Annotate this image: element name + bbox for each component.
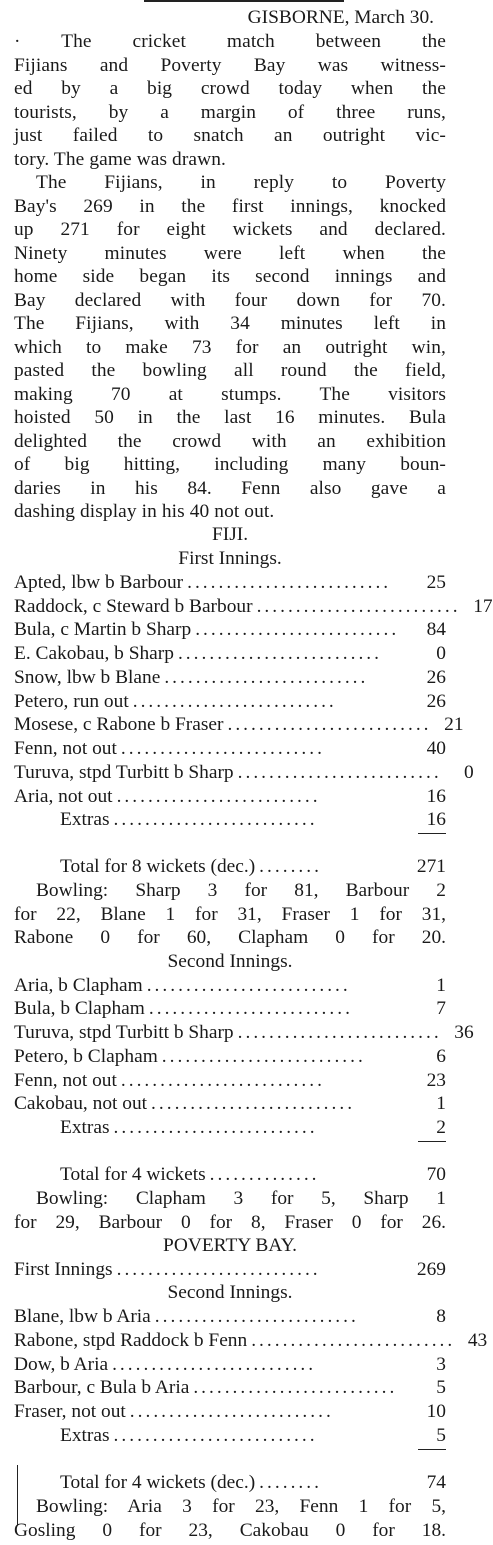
leader-dots: ........ <box>259 856 322 877</box>
leader-dots: .......................... <box>129 1401 334 1422</box>
score-row <box>14 1353 446 1377</box>
leader-dots: .......................... <box>164 667 369 688</box>
news-column <box>14 0 493 1545</box>
fiji-second-innings-heading: Second Innings. <box>167 951 293 972</box>
leader-dots: .......................... <box>148 998 353 1019</box>
runs: 23 <box>426 1070 446 1091</box>
text-line: tourists, by a margin of three runs, <box>14 101 446 123</box>
text-line: Fijians and Poverty Bay was witness- <box>14 54 446 76</box>
poverty-bay-second-innings-heading: Second Innings. <box>167 1282 293 1303</box>
text-line: tory. The game was drawn. <box>14 148 226 170</box>
text-line: hoisted 50 in the last 16 minutes. Bula <box>14 407 446 428</box>
leader-dots: .......................... <box>113 1117 318 1138</box>
leader-dots: ........ <box>259 1472 322 1493</box>
runs: 8 <box>436 1306 446 1327</box>
batsman-entry: Bula, b Clapham <box>14 998 145 1019</box>
text-line: daries in his 84. Fenn also gave a <box>14 477 446 499</box>
total-runs: 271 <box>416 856 446 877</box>
text-line: for 29, Barbour 0 for 8, Fraser 0 for 26. <box>14 1211 446 1233</box>
batsman-entry: Bula, c Martin b Sharp <box>14 619 192 640</box>
dateline: GISBORNE, March 30. <box>247 7 434 28</box>
fiji-heading: FIJI. <box>211 524 249 545</box>
leader-dots: .......................... <box>161 1046 366 1067</box>
score-row <box>14 974 446 998</box>
leader-dots: .......................... <box>132 691 337 712</box>
batsman-entry: Fenn, not out <box>14 738 117 759</box>
batsman-entry: Cakobau, not out <box>14 1093 148 1114</box>
extras-label: Extras <box>60 1425 110 1446</box>
text-line: delighted the crowd with an exhibition <box>14 430 446 452</box>
score-row <box>14 1069 446 1093</box>
leader-dots: .......................... <box>251 1330 456 1351</box>
text-line: Bowling: Sharp 3 for 81, Barbour 2 <box>36 880 446 901</box>
leader-dots: .......................... <box>146 975 351 996</box>
leader-dots: .......................... <box>256 596 461 617</box>
total-runs: 74 <box>426 1472 446 1493</box>
leader-dots: .......................... <box>113 809 318 830</box>
extras-row <box>14 808 446 832</box>
runs: 40 <box>426 738 446 759</box>
batsman-entry: Turuva, stpd Turbitt b Sharp <box>14 762 234 783</box>
score-row <box>14 1376 446 1400</box>
total-row <box>14 1163 446 1187</box>
batsman-entry: Rabone, stpd Raddock b Fenn <box>14 1330 248 1351</box>
runs: 26 <box>426 667 446 688</box>
runs: 5 <box>436 1425 446 1446</box>
runs: 10 <box>426 1401 446 1422</box>
leader-dots: .......................... <box>237 762 442 783</box>
leader-dots: .......................... <box>195 619 400 640</box>
fiji-first-innings-heading: First Innings. <box>178 548 282 569</box>
score-row <box>14 785 446 809</box>
leader-dots: .......................... <box>237 1022 442 1043</box>
runs: 0 <box>436 643 446 664</box>
batsman-entry: Petero, run out <box>14 691 129 712</box>
leader-dots: .......................... <box>113 1425 318 1446</box>
runs: 5 <box>436 1377 446 1398</box>
sum-rule <box>418 1141 446 1142</box>
leader-dots: .............. <box>209 1164 320 1185</box>
batsman-entry: Turuva, stpd Turbitt b Sharp <box>14 1022 234 1043</box>
sum-rule <box>418 1449 446 1450</box>
score-row <box>14 1305 446 1329</box>
batsman-entry: Apted, lbw b Barbour <box>14 572 184 593</box>
leader-dots: .......................... <box>116 786 321 807</box>
bowling-figures <box>14 1187 446 1234</box>
score-row <box>14 1400 446 1424</box>
batsman-entry: Aria, not out <box>14 786 113 807</box>
score-row <box>14 690 446 714</box>
leader-dots: .......................... <box>120 738 325 759</box>
runs: 269 <box>416 1259 446 1280</box>
innings-entry: First Innings <box>14 1259 113 1280</box>
total-label: Total for 4 wickets (dec.) <box>60 1472 256 1493</box>
poverty-bay-heading: POVERTY BAY. <box>163 1235 297 1256</box>
text-line: Bay declared with four down for 70. <box>14 289 446 311</box>
text-line: Bowling: Aria 3 for 23, Fenn 1 for 5, <box>36 1496 446 1517</box>
text-line: up 271 for eight wickets and declared. <box>14 219 446 240</box>
score-row <box>14 737 446 761</box>
score-row <box>14 642 446 666</box>
runs: 0 <box>463 762 474 783</box>
text-line: The Fijians, in reply to Poverty <box>36 172 446 193</box>
score-row <box>14 1092 446 1116</box>
leader-dots: .......................... <box>227 714 432 735</box>
text-line: Bowling: Clapham 3 for 5, Sharp 1 <box>36 1188 446 1209</box>
text-line: pasted the bowling all round the field, <box>14 360 446 381</box>
text-line: just failed to snatch an outright vic- <box>14 125 446 146</box>
score-row <box>14 1021 474 1045</box>
text-line: · The cricket match between the <box>14 31 446 52</box>
extras-row <box>14 1116 446 1140</box>
text-line: Ninety minutes were left when the <box>14 242 446 264</box>
total-row <box>14 855 446 879</box>
runs: 1 <box>436 1093 446 1114</box>
extras-label: Extras <box>60 1117 110 1138</box>
runs: 26 <box>426 691 446 712</box>
runs: 2 <box>436 1117 446 1138</box>
runs: 3 <box>436 1354 446 1375</box>
score-row <box>14 1045 446 1069</box>
leader-dots: .......................... <box>154 1306 359 1327</box>
text-line: Gosling 0 for 23, Cakobau 0 for 18. <box>14 1519 446 1541</box>
text-line: which to make 73 for an outright win, <box>14 336 446 358</box>
runs: 1 <box>436 975 446 996</box>
sum-rule <box>418 833 446 834</box>
leader-dots: .......................... <box>177 643 382 664</box>
text-line: ed by a big crowd today when the <box>14 78 446 99</box>
score-row <box>14 595 493 619</box>
batsman-entry: Raddock, c Steward b Barbour <box>14 596 253 617</box>
total-label: Total for 4 wickets <box>60 1164 206 1185</box>
score-row <box>14 761 474 785</box>
text-line: for 22, Blane 1 for 31, Fraser 1 for 31, <box>14 903 446 925</box>
batsman-entry: Barbour, c Bula b Aria <box>14 1377 190 1398</box>
leader-dots: .......................... <box>187 572 392 593</box>
runs: 25 <box>426 572 446 593</box>
bowling-figures <box>14 879 446 950</box>
score-row <box>14 666 446 690</box>
leader-dots: .......................... <box>116 1259 321 1280</box>
text-line: Bay's 269 in the first innings, knocked <box>14 195 446 217</box>
runs: 16 <box>426 786 446 807</box>
extras-label: Extras <box>60 809 110 830</box>
bowling-figures <box>14 1495 446 1542</box>
text-line: making 70 at stumps. The visitors <box>14 383 446 405</box>
batsman-entry: Dow, b Aria <box>14 1354 109 1375</box>
runs: 21 <box>444 714 464 735</box>
runs: 36 <box>454 1022 474 1043</box>
text-line: of big hitting, including many boun- <box>14 454 446 475</box>
batsman-entry: Mosese, c Rabone b Fraser <box>14 714 224 735</box>
text-line: dashing display in his 40 not out. <box>14 501 275 522</box>
leader-dots: .......................... <box>120 1070 325 1091</box>
batsman-entry: Fenn, not out <box>14 1070 117 1091</box>
article-paragraph-2 <box>14 171 446 524</box>
total-label: Total for 8 wickets (dec.) <box>60 856 256 877</box>
text-line: home side began its second innings and <box>14 266 446 287</box>
extras-row <box>14 1424 446 1448</box>
runs: 84 <box>426 619 446 640</box>
score-row <box>14 997 446 1021</box>
score-row <box>14 713 464 737</box>
text-line: Rabone 0 for 60, Clapham 0 for 20. <box>14 927 446 948</box>
batsman-entry: E. Cakobau, b Sharp <box>14 643 174 664</box>
score-row <box>14 618 446 642</box>
article-paragraph-1 <box>14 30 446 171</box>
batsman-entry: Snow, lbw b Blane <box>14 667 161 688</box>
score-row <box>14 1329 488 1353</box>
runs: 6 <box>436 1046 446 1067</box>
runs: 17 <box>473 596 493 617</box>
total-row <box>14 1471 446 1495</box>
runs: 43 <box>467 1330 488 1351</box>
batsman-entry: Blane, lbw b Aria <box>14 1306 151 1327</box>
batsman-entry: Petero, b Clapham <box>14 1046 158 1067</box>
leader-dots: .......................... <box>151 1093 356 1114</box>
leader-dots: .......................... <box>112 1354 317 1375</box>
batsman-entry: Fraser, not out <box>14 1401 126 1422</box>
score-row <box>14 1258 446 1282</box>
runs: 7 <box>436 998 446 1019</box>
batsman-entry: Aria, b Clapham <box>14 975 143 996</box>
score-row <box>14 571 446 595</box>
leader-dots: .......................... <box>193 1377 398 1398</box>
text-line: The Fijians, with 34 minutes left in <box>14 313 446 334</box>
runs: 16 <box>426 809 446 830</box>
top-rule <box>144 0 344 2</box>
total-runs: 70 <box>426 1164 446 1185</box>
